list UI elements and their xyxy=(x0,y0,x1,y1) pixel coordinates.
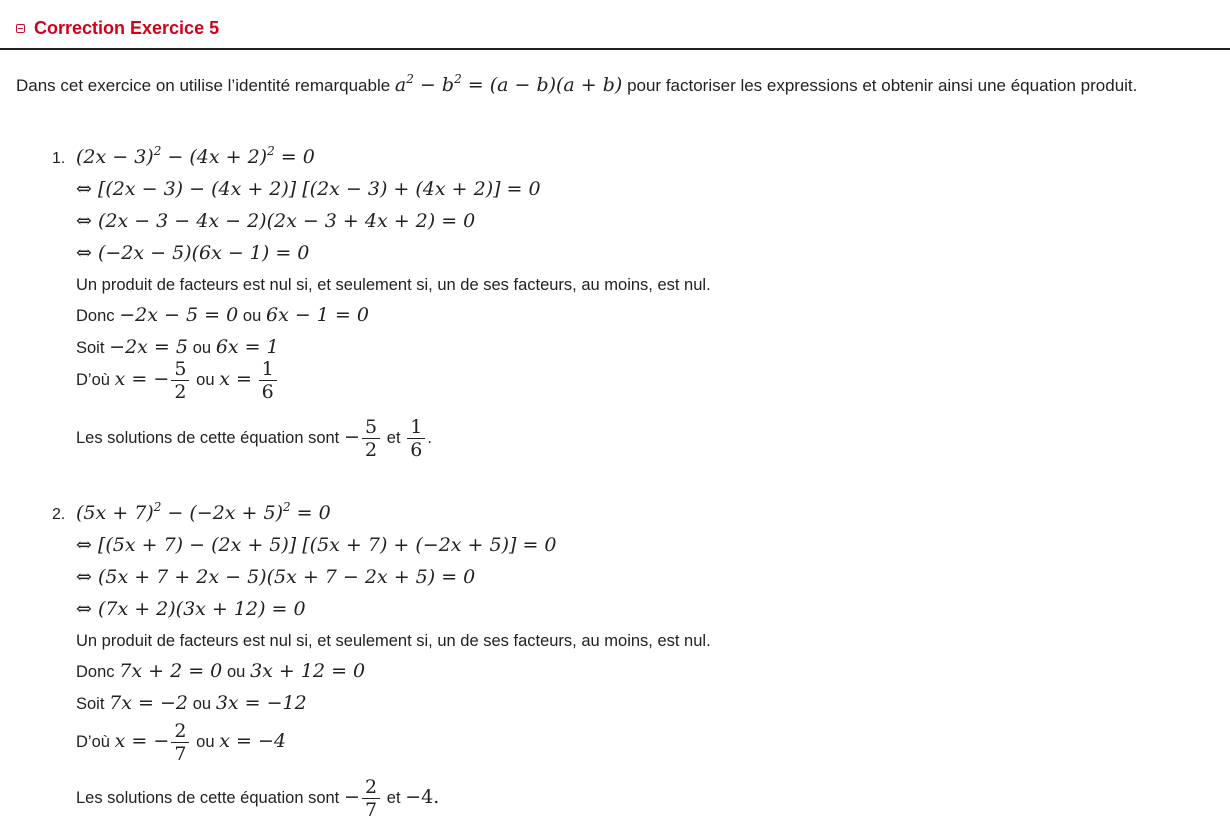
fraction: $\frac{5}{2}$ xyxy=(362,416,380,461)
fraction: $\frac{5}{2}$ xyxy=(171,358,189,403)
header-divider xyxy=(0,48,1230,50)
item-number: 1. xyxy=(52,150,66,167)
soit-line: Soit 7x = −2 ou 3x = −12 xyxy=(76,692,307,714)
equation-line: ⇔ (5x + 7 + 2x − 5)(5x + 7 − 2x + 5) = 0 xyxy=(76,566,476,588)
section-header[interactable] xyxy=(16,18,219,39)
equation-line: ⇔ (−2x − 5)(6x − 1) = 0 xyxy=(76,242,310,264)
section-title: Correction Exercice 5 xyxy=(34,18,220,38)
dou-line: D’où x = − $\frac{2}{7}$ ou x = −4 xyxy=(76,720,286,765)
equation-line: ⇔ (7x + 2)(3x + 12) = 0 xyxy=(76,598,306,620)
dou-line: D’où x = − $\frac{5}{2}$ ou x = $\frac{1}{6}$ xyxy=(76,358,279,403)
equation-line: $(5x + 7)^2 - (-2x + 5)^2 = 0$ xyxy=(76,500,331,524)
fraction: $\frac{1}{6}$ xyxy=(259,358,277,403)
equation-line: ⇔ [(2x − 3) − (4x + 2)] [(2x − 3) + (4x + 2)] = 0 xyxy=(76,178,541,200)
solutions-line: Les solutions de cette équation sont − $\frac{2}{7}$ et −4. xyxy=(76,776,440,821)
solutions-line: Les solutions de cette équation sont − $\frac{5}{2}$ et $\frac{1}{6}$ . xyxy=(76,416,432,461)
fraction: $\frac{2}{7}$ xyxy=(362,776,380,821)
soit-line: Soit −2x = 5 ou 6x = 1 xyxy=(76,336,279,358)
rule-text: Un produit de facteurs est nul si, et seulement si, un de ses facteurs, au moins, est nul. xyxy=(76,276,711,294)
identity-formula: $a^2 - b^2 = (a - b)(a + b)$ xyxy=(394,72,623,96)
collapse-icon[interactable] xyxy=(16,24,25,33)
fraction: $\frac{1}{6}$ xyxy=(407,416,425,461)
equation-line: ⇔ [(5x + 7) − (2x + 5)] [(5x + 7) + (−2x + 5)] = 0 xyxy=(76,534,557,556)
rule-text: Un produit de facteurs est nul si, et seulement si, un de ses facteurs, au moins, est nul. xyxy=(76,632,711,650)
item-number: 2. xyxy=(52,506,66,523)
equation-line: ⇔ (2x − 3 − 4x − 2)(2x − 3 + 4x + 2) = 0 xyxy=(76,210,476,232)
intro-paragraph: Dans cet exercice on utilise l’identité remarquable $a^2 - b^2 = (a - b)(a + b)$ pour factoriser les expressions et obtenir ainsi une équation produit. xyxy=(16,72,1138,96)
equation-line: $(2x - 3)^2 - (4x + 2)^2 = 0$ xyxy=(76,144,315,168)
donc-line: Donc 7x + 2 = 0 ou 3x + 12 = 0 xyxy=(76,660,366,682)
donc-line: Donc −2x − 5 = 0 ou 6x − 1 = 0 xyxy=(76,304,369,326)
fraction: $\frac{2}{7}$ xyxy=(171,720,189,765)
